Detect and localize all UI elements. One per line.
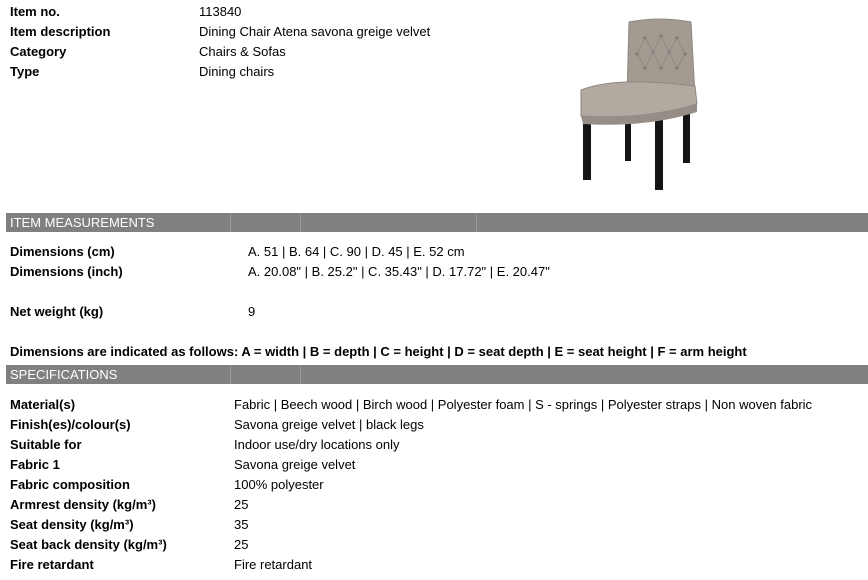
spec-label: Seat density (kg/m³) xyxy=(10,517,134,532)
spec-label: Suitable for xyxy=(10,437,82,452)
item-no-value: 113840 xyxy=(199,4,242,19)
spec-value: 35 xyxy=(234,517,249,532)
type-value: Dining chairs xyxy=(199,64,275,79)
dimension-legend: Dimensions are indicated as follows: A = width | B = depth | C = height | D = seat depth | E = seat height | F = arm height xyxy=(10,344,747,359)
chair-product-image xyxy=(575,16,700,194)
spec-label: Seat back density (kg/m³) xyxy=(10,537,167,552)
spec-value: Savona greige velvet | black legs xyxy=(234,417,424,432)
bar-divider xyxy=(300,365,301,384)
bar-divider xyxy=(230,365,231,384)
spec-value: 25 xyxy=(234,537,249,552)
bar-divider xyxy=(230,213,231,232)
description-label: Item description xyxy=(10,24,111,39)
section-bar-measurements xyxy=(6,213,868,232)
section-title-specifications: SPECIFICATIONS xyxy=(10,367,118,382)
dims-inch-label: Dimensions (inch) xyxy=(10,264,123,279)
spec-label: Finish(es)/colour(s) xyxy=(10,417,131,432)
spec-label: Fabric composition xyxy=(10,477,130,492)
category-value: Chairs & Sofas xyxy=(199,44,286,59)
spec-value: 100% polyester xyxy=(234,477,324,492)
bar-divider xyxy=(300,213,301,232)
spec-label: Material(s) xyxy=(10,397,76,412)
spec-label: Fabric 1 xyxy=(10,457,60,472)
weight-value: 9 xyxy=(248,304,256,319)
section-bar-specifications xyxy=(6,365,868,384)
spec-value: Indoor use/dry locations only xyxy=(234,437,400,452)
dims-cm-value: A. 51 | B. 64 | C. 90 | D. 45 | E. 52 cm xyxy=(248,244,465,259)
spec-label: Armrest density (kg/m³) xyxy=(10,497,156,512)
spec-label: Fire retardant xyxy=(10,557,94,572)
dims-cm-label: Dimensions (cm) xyxy=(10,244,115,259)
spec-value: Savona greige velvet xyxy=(234,457,356,472)
category-label: Category xyxy=(10,44,67,59)
dims-inch-value: A. 20.08" | B. 25.2" | C. 35.43" | D. 17.72" | E. 20.47" xyxy=(248,264,550,279)
spec-value: Fabric | Beech wood | Birch wood | Polyester foam | S - springs | Polyester straps | Non woven fabric xyxy=(234,397,813,412)
bar-divider xyxy=(476,213,477,232)
description-value: Dining Chair Atena savona greige velvet xyxy=(199,24,431,39)
section-title-measurements: ITEM MEASUREMENTS xyxy=(10,215,155,230)
spec-value: Fire retardant xyxy=(234,557,313,572)
item-no-label: Item no. xyxy=(10,4,60,19)
weight-label: Net weight (kg) xyxy=(10,304,104,319)
type-label: Type xyxy=(10,64,40,79)
spec-value: 25 xyxy=(234,497,249,512)
